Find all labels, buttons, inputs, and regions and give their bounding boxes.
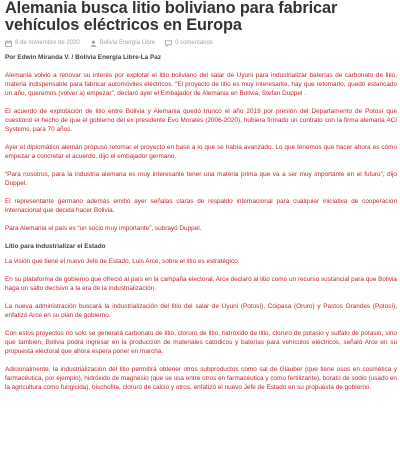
paragraph: El acuerdo de explotación de litio entre Bolivia y Alemania quedó trunco el año 2019 por presión del Departamento de Potosí que cuestionó el hecho de que el gobierno del ex presidente Evo Morales (2006-2020), hubiera firmado un contrato con la firma alemana ACI Systems, para 70 años.	[5, 108, 397, 133]
meta-author-text: Bolivia Energía Libre	[99, 40, 156, 46]
paragraph: Con estos proyectos no solo se generará carbonato de litio, cloruro de litio, hidróxido de litio, cloruro de potasio y sulfato de potasio, sino que también, Bolivia podrá ingresar en la producción de materiales catódicos y baterías para vehículos eléctricos, señaló Arce en su propuesta electoral que ahora espera poner en marcha.	[5, 330, 397, 355]
meta-comments[interactable]	[165, 38, 213, 48]
article-meta	[5, 38, 397, 48]
article	[5, 0, 397, 392]
paragraph: En su plataforma de gobierno que ofreció al país en la campaña electoral, Arce declaró al litio como un recurso sustancial para que Bolivia haga un salto decisivo a la era de la industrialización.	[5, 276, 397, 292]
paragraph: Para Alemania el país es “un socio muy importante”, subrayó Duppel.	[5, 225, 202, 232]
meta-date-text: 8 de noviembre de 2020	[15, 40, 80, 46]
calendar-icon	[5, 40, 12, 47]
comment-icon	[165, 40, 172, 47]
section-subheading: Litio para industrializar el Estado	[5, 243, 106, 250]
paragraph: Ayer el diplomático alemán propuso retomar el proyecto en base a lo que se había avanzado. Lo que tenemos que hacer ahora es cómo empezar a concretar el acuerdo, dijo el embajador germano.	[5, 144, 397, 160]
paragraph: Alemania volvió a renovar su interés por explotar el litio boliviano del salar de Uyuni para industrializar baterías de carbonato de litio, materia indispensable para fabricar automóviles eléctricos. “El proyecto de litio es muy interesante, hay que retomarlo, quedó estancado un año, queremos (volver a) empezar”, declaró ayer el Embajador de Alemania en Bolivia, Stefan Duppel .	[5, 72, 397, 97]
paragraph: “Para nosotros, para la industria alemana es muy interesante tener una materia prima que va a ser muy importante en el futuro”, dijo Duppel.	[5, 171, 397, 187]
paragraph: Adicionalmente, la industrialización del litio permitirá obtener otros subproductos como sal de Glauber (que tiene usos en cosmética y farmacéutica, por ejemplo), hidróxido de magnesio (que se usa entre otros en farmacéutica y como fertilizante), borato de sodio (usado en la agricultura como fungicida), bischofita, cloruro de calcio y otros, enfatizó el nuevo Jefe de Estado en su propuesta de gobierno.	[5, 366, 397, 391]
paragraph: La nueva administración buscará la industrialización del litio del salar de Uyuni (Potosí), Coipasa (Oruro) y Pastos Grandes (Potosí), enfatizó Arce en su plan de gobierno.	[5, 303, 397, 319]
article-title: Alemania busca litio boliviano para fabricar vehículos eléctricos en Europa	[5, 0, 338, 34]
paragraph: El representante germano además emitió ayer señalas claras de respaldo internacional para cualquier iniciativa de cooperación internacional que decida hacer Bolivia.	[5, 198, 397, 214]
article-byline: Por Edwin Miranda V. / Bolivia Energía Libre-La Paz	[5, 54, 162, 61]
paragraph: La visión que tiene el nuevo Jefe de Estado, Luis Arce, sobre el litio es estratégico.	[5, 258, 240, 265]
user-icon	[90, 40, 97, 47]
meta-date[interactable]	[5, 38, 80, 48]
meta-author[interactable]	[90, 38, 155, 48]
meta-comments-text: 0 comentarios	[175, 40, 213, 46]
